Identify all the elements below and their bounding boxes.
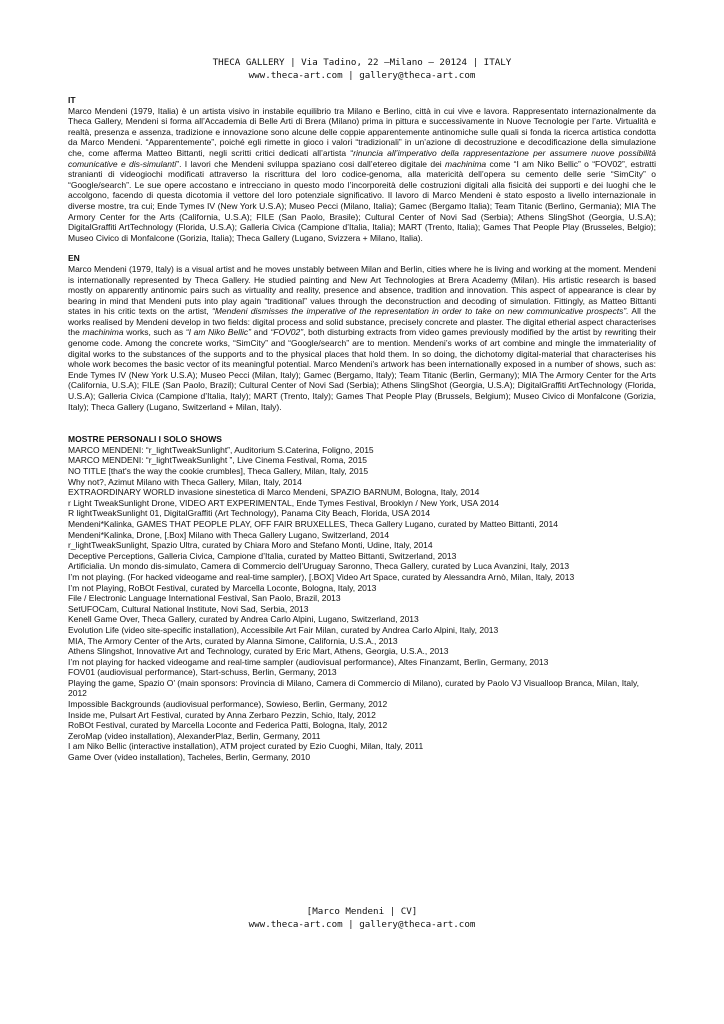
- show-item: I’m not playing. (For hacked videogame and real-time sampler), [.BOX] Video Art Space, curated by Alessandra Arnò, Milan, Italy, 2013: [68, 571, 575, 582]
- show-item: File / Electronic Language International Festival, San Paolo, Brazil, 2013: [68, 593, 341, 604]
- page-header: [0, 57, 724, 82]
- english-biography: [68, 264, 656, 412]
- en-machinima: machinima: [82, 327, 124, 338]
- show-item: Inside me, Pulsart Art Festival, curated by Anna Zerbaro Pezzin, Schio, Italy, 2012: [68, 709, 376, 720]
- italian-biography: [68, 106, 656, 244]
- show-item: Artificialia. Un mondo dis-simulato, Camera di Commercio dell’Uruguay Saronno, Theca Gallery, curated by Luca Avanzini, Italy, 2013: [68, 561, 570, 572]
- show-item: MARCO MENDENI: “r_lightTweakSunlight ”, Live Cinema Festival, Roma, 2015: [68, 455, 368, 466]
- italian-label: IT: [68, 95, 76, 105]
- show-item: FOV01 (audiovisual performance), Start-schuss, Berlin, Germany, 2013: [68, 667, 337, 678]
- en-text-4: and: [250, 327, 271, 338]
- show-item: MARCO MENDENI: “r_lightTweakSunlight”, Auditorium S.Caterina, Foligno, 2015: [68, 444, 374, 455]
- show-item: R lightTweakSunlight 01, DigitalGraffiti (Art Technology), Panama City Beach, Florida, USA 2014: [68, 508, 431, 519]
- english-label: EN: [68, 253, 80, 264]
- cv-content: [68, 95, 656, 763]
- en-text-3: works, such as: [123, 327, 186, 338]
- it-machinima: machinima: [445, 158, 487, 169]
- show-item: ZeroMap (video installation), AlexanderPlaz, Berlin, Germany, 2011: [68, 730, 321, 741]
- it-text-2: ”. I lavori che Mendeni sviluppa spaziano cosi dall’etereo digitale dei: [176, 158, 446, 169]
- show-item: MIA, The Armory Center of the Arts, curated by Alanna Simone, California, U.S.A., 2013: [68, 635, 398, 646]
- show-item: Deceptive Perceptions, Galleria Civica, Campione d’Italia, curated by Matteo Bittanti, Switzerland, 2013: [68, 550, 457, 561]
- show-item: Athens Slingshot, Innovative Art and Technology, curated by Eric Mart, Athens, Georgia, U.S.A., 2013: [68, 646, 449, 657]
- cv-footer-title: [Marco Mendeni | CV]: [306, 906, 418, 917]
- show-item: Kenell Game Over, Theca Gallery, curated by Andrea Carlo Alpini, Lugano, Switzerland, 2013: [68, 614, 419, 625]
- show-item: SetUFOCam, Cultural National Institute, Novi Sad, Serbia, 2013: [68, 603, 309, 614]
- en-text-2: All the works realised by Mendeni develop in two fields: digital process and solid substance, precisely concrete and plaster. The digital etherial aspect characterises the: [68, 306, 656, 338]
- show-item: Evolution Life (video site-specific installation), Accessibile Art Fair Milan, curated by Andrea Carlo Alpini, Italy, 2013: [68, 624, 499, 635]
- show-item: Playing the game, Spazio O’ (main sponsors: Provincia di Milano, Camera di Commercio di Milano), curated by Paolo VJ Visualloop Branca, Milan, Italy, 2012: [68, 677, 640, 699]
- page-footer: [0, 906, 724, 931]
- en-quote: “Mendeni dismisses the imperative of the representation in order to take on new communicative prospects”.: [212, 306, 629, 317]
- show-item: Impossible Backgrounds (audiovisual performance), Sowieso, Berlin, Germany, 2012: [68, 699, 388, 710]
- en-text-1: Marco Mendeni (1979, Italy) is a visual artist and he moves unstably between Milan and Berlin, cities where he is living and working at the moment. Mendeni is internationally represented by Theca Gallery. He studied painting and New Art Technologies at Brera Academy (Milan). His artistic research is based mostly on apparently antinomic pairs such as virtuality and reality, presence and absence, tradition and innovation. This aspect of appearance is clear by bearing in mind that Mendeni puts into play again “traditional” values through the deconstruction and decoding of simulation. Fittingly, as Matteo Bittanti states in his critic texts on the artist,: [68, 263, 656, 317]
- solo-shows-title: MOSTRE PERSONALI I SOLO SHOWS: [68, 434, 222, 445]
- show-item: EXTRAORDINARY WORLD invasione sinestetica di Marco Mendeni, SPAZIO BARNUM, Bologna, Italy, 2014: [68, 487, 480, 498]
- it-text-1: Marco Mendeni (1979, Italia) è un artista visivo in instabile equilibrio tra Milano e Berlino, città in cui vive e lavora. Rappresentato internazionalmente da Theca Gallery, Mendeni si forma all’Accademia di Belle Arti di Brera (Milano) prima in pittura e successivamente in Nuove Tecnologie per l’arte. Virtualità e realtà, presenza e assenza, tradizione e innovazione sono alcune delle coppie apparentemente antinomiche sulle quali si fonda la ricerca artistica condotta da Marco Mendeni. “Apparentemente”, poiché egli rimette in gioco i valori “tradizionali” in un’azione di decostruzione e decodificazione della simulazione che, come afferma Matteo Bittanti, negli scritti critici dedicati all’artista “: [68, 105, 656, 158]
- show-item: r_lightTweakSunlight, Spazio Ultra, curated by Chiara Moro and Stefano Monti, Udine, Italy, 2014: [68, 540, 433, 551]
- show-item: Mendeni*Kalinka, Drone, [.Box] Milano with Theca Gallery Lugano, Switzerland, 2014: [68, 529, 390, 540]
- solo-shows-list: [68, 445, 656, 763]
- en-fov02: “FOV02”: [270, 327, 304, 338]
- show-item: Why not?, Azimut Milano with Theca Gallery, Milan, Italy, 2014: [68, 476, 302, 487]
- gallery-contacts: www.theca-art.com | gallery@theca-art.com: [248, 69, 476, 81]
- show-item: I’m not Playing, RoBOt Festival, curated by Marcella Loconte, Bologna, Italy, 2013: [68, 582, 377, 593]
- show-item: NO TITLE [that's the way the cookie crumbles], Theca Gallery, Milan, Italy, 2015: [68, 466, 369, 476]
- show-item: I am Niko Bellic (interactive installation), ATM project curated by Ezio Cuoghi, Milan, Italy, 2011: [68, 741, 424, 752]
- en-niko-bellic: “I am Niko Bellic”: [185, 327, 251, 338]
- show-item: I’m not playing for hacked videogame and real-time sampler (audiovisual performance), Altes Finanzamt, Berlin, Germany, 2013: [68, 656, 549, 667]
- show-item: Game Over (video installation), Tacheles, Berlin, Germany, 2010: [68, 752, 311, 763]
- show-item: r Light TweakSunlight Drone, VIDEO ART EXPERIMENTAL, Ende Tymes Festival, Brooklyn / New York, USA 2014: [68, 497, 500, 508]
- gallery-address: THECA GALLERY | Via Tadino, 22 —Milano — 20124 | ITALY: [212, 57, 512, 68]
- show-item: RoBOt Festival, curated by Marcella Loconte and Federica Patti, Bologna, Italy, 2012: [68, 720, 388, 731]
- en-text-5: , both disturbing extracts from video games previously modified by the artist by rewriting their genome code. Among the concrete works, “SimCity” and “Google/search” are to mention. Mendeni’s works of art combine and mingle the immateriality of digital works to the substances of the supports and to the physical places that hold them. In so doing, the dichotomy digital-material that characterises his whole work becomes the basic vector of its meaningful potential. Marco Mendeni’s artwork has been internationally exposed in a number of shows, such as: Ende Tymes IV (New York U.S.A); Museo Pecci (Milan, Italy); Gamec (Bergamo, Italy); Team Titanic (Berlin, Germany); MIA The Armory Center for the Arts (California, U.S.A); FILE (San Paolo, Brazil); Cultural Center of Novi Sad (Serbia); Athens SlingShot (Georgia, U.S.A); DigitalGraffiti ArtTechnology (Florida, U.S.A); Galleria Civica (Campione d’Italia, Italy); MART (Trento, Italy); Games That People Play (Brussels, Belgium); Museo Civico di Monfalcone (Gorizia, Italy); Theca Gallery (Lugano, Switzerland + Milan, Italy).: [68, 327, 657, 412]
- footer-contacts: www.theca-art.com | gallery@theca-art.com: [248, 918, 476, 930]
- it-text-3: come “I am Niko Bellic” o “FOV02”, estratti stranianti di videogiochi modificati attraverso la riscrittura del loro codice-genoma, alla matericità dell’opera su cemento delle serie “SimCity” o “Google/search”. Le sue opere accostano e intrecciano in questo modo l’incorporeità delle costruzioni digitali alla fisicità dei supporti e dei luoghi che le accolgono, facendo di questa dicotomia il vettore del loro potenziale significativo. Il lavoro di Marco Mendeni è stato esposto a livello internazionale in diverse mostre, tra cui; Ende Tymes IV (New York U.S.A); Museo Pecci (Milano, Italia); Gamec (Bergamo Italia); Team Titanic (Berlino, Germania); MIA The Armory Center for the Arts (California, U.S.A); FILE (San Paolo, Brasile); Cultural Center of Novi Sad (Serbia); Athens SlingShot (Georgia, U.S.A); DigitalGraffiti ArtTechnology (Florida, U.S.A); Galleria Civica (Campione d’Italia, Italia); MART (Trento, Italia); Games That People Play (Brusseles, Belgio); Museo Civico di Monfalcone (Gorizia, Italia); Theca Gallery (Lugano, Svizzera + Milano, Italia).: [68, 158, 657, 243]
- show-item: Mendeni*Kalinka, GAMES THAT PEOPLE PLAY, OFF FAIR BRUXELLES, Theca Gallery Lugano, curated by Matteo Bittanti, 2014: [68, 518, 558, 529]
- it-quote: rinuncia all’imperativo della rappresentazione per assumere nuove possibilità comunicative e dis-simulanti: [68, 147, 656, 169]
